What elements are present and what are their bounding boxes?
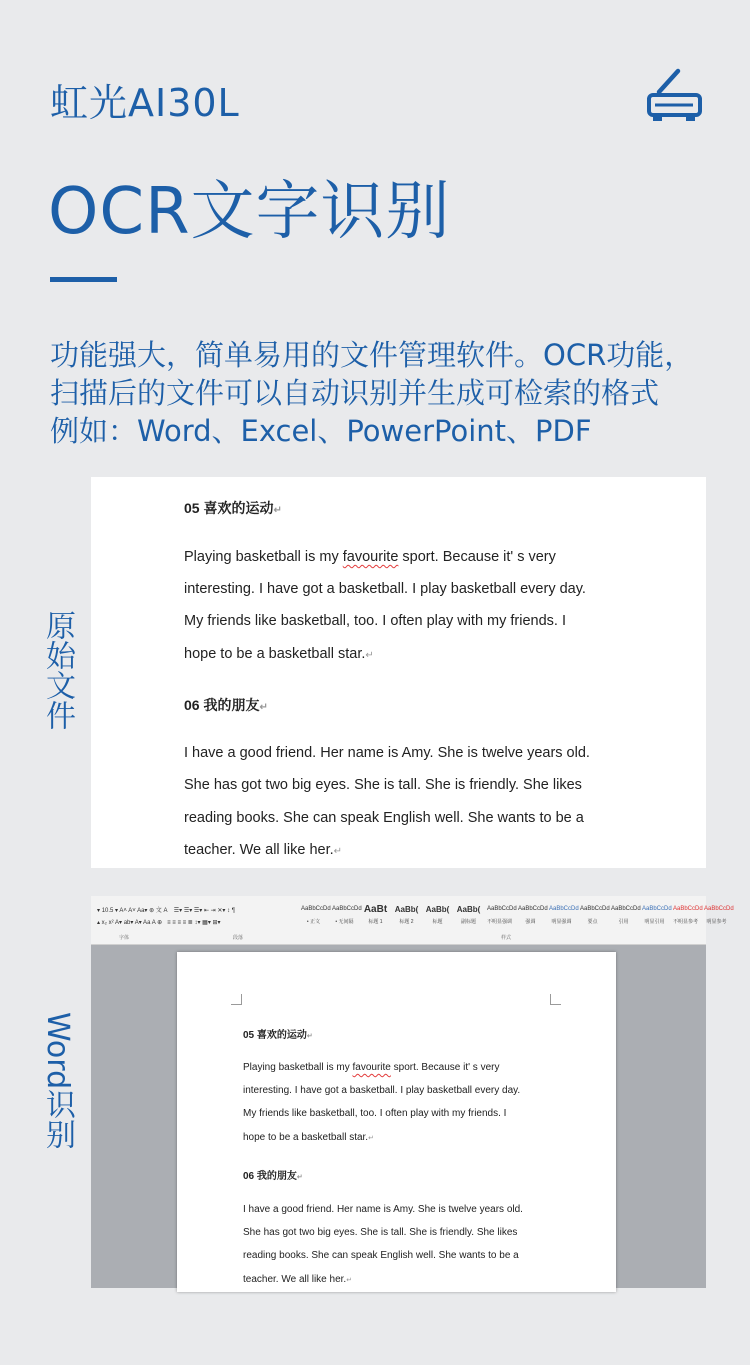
text-line: I have a good friend. Her name is Amy. She is twelve years old.: [184, 745, 590, 761]
word-screenshot: [91, 896, 734, 1288]
section-heading: 05 喜欢的运动↵: [184, 500, 282, 516]
text-line: reading books. She can speak English well. She wants to be a: [184, 810, 584, 826]
style-name: 不明显强调: [487, 919, 513, 925]
style-gallery: [301, 904, 734, 925]
text-line: hope to be a basketball star.↵: [184, 646, 374, 662]
description-line: 扫描后的文件可以自动识别并生成可检索的格式: [50, 376, 660, 410]
style-name: 强调: [525, 919, 536, 925]
text-line: teacher. We all like her.↵: [243, 1274, 353, 1285]
style-name: 明显引用: [644, 919, 665, 925]
text-line: Playing basketball is my favourite sport. Because it' s very: [184, 549, 556, 565]
format-toolbar-row: ▴ x₂ x² A▾ ab▾ A▾ Aa A ⊕ ≡ ≡ ≡ ≡ ≣ ↕▾ ▦▾ ⊞▾: [97, 920, 221, 926]
style-gallery-item[interactable]: [363, 904, 388, 925]
scanner-icon: [645, 68, 703, 124]
font-toolbar-row: ▾ 10.5 ▾ A˄ A˅ Aa▾ ⊛ 文 A ☰▾ ☰▾ ☰▾ ⇤ ⇥ ✕▾ ↕ ¶: [97, 908, 235, 914]
style-sample: AaBt: [363, 904, 388, 915]
style-gallery-item[interactable]: [549, 904, 579, 925]
text-line: Playing basketball is my favourite sport. Because it' s very: [243, 1062, 500, 1073]
text-line: She has got two big eyes. She is tall. She is friendly. She likes: [184, 777, 582, 793]
text-line: She has got two big eyes. She is tall. She is friendly. She likes: [243, 1227, 518, 1238]
margin-corner: [550, 994, 561, 1005]
style-gallery-item[interactable]: [456, 904, 481, 925]
text-line: interesting. I have got a basketball. I play basketball every day.: [184, 581, 586, 597]
style-gallery-item[interactable]: [673, 904, 703, 925]
text-line: reading books. She can speak English well. She wants to be a: [243, 1250, 519, 1261]
style-sample: AaBb(: [456, 905, 481, 914]
style-sample: AaBbCcDd: [301, 906, 331, 912]
word-page: [177, 952, 616, 1292]
word-recognition-label: Word识别: [40, 1012, 75, 1150]
style-sample: AaBbCcDd: [673, 906, 703, 912]
style-gallery-item[interactable]: [394, 904, 419, 925]
title-accent-bar: [50, 277, 117, 282]
style-gallery-item[interactable]: [487, 904, 517, 925]
style-name: 明显参考: [706, 919, 727, 925]
word-ribbon: [91, 896, 734, 945]
style-name: 引用: [618, 919, 629, 925]
style-sample: AaBb(: [394, 905, 419, 914]
style-sample: AaBbCcDd: [704, 906, 734, 912]
style-sample: AaBb(: [425, 905, 450, 914]
style-sample: AaBbCcDd: [518, 906, 548, 912]
style-sample: AaBbCcDd: [642, 906, 672, 912]
style-name: 标题 1: [368, 919, 383, 925]
text-line: I have a good friend. Her name is Amy. She is twelve years old.: [243, 1204, 523, 1215]
text-line: teacher. We all like her.↵: [184, 842, 343, 858]
styles-group-label: 样式: [501, 935, 512, 941]
style-gallery-item[interactable]: [580, 904, 610, 925]
description: [50, 336, 730, 450]
text-line: My friends like basketball, too. I often play with my friends. I: [243, 1108, 507, 1119]
description-line: 例如：Word、Excel、PowerPoint、PDF: [50, 414, 592, 448]
style-sample: AaBbCcDd: [549, 906, 579, 912]
style-name: • 无间隔: [335, 919, 354, 925]
style-name: 明显强调: [551, 919, 572, 925]
style-sample: AaBbCcDd: [611, 906, 641, 912]
style-gallery-item[interactable]: [518, 904, 548, 925]
style-gallery-item[interactable]: [642, 904, 672, 925]
text-line: hope to be a basketball star.↵: [243, 1132, 374, 1143]
page-title: OCR文字识别: [48, 175, 451, 249]
style-gallery-item[interactable]: [611, 904, 641, 925]
style-name: 标题: [432, 919, 443, 925]
style-sample: AaBbCcDd: [580, 906, 610, 912]
description-line: 功能强大，简单易用的文件管理软件。OCR功能，: [50, 338, 694, 372]
section-heading: 06 我的朋友↵: [243, 1171, 303, 1182]
style-gallery-item[interactable]: [704, 904, 734, 925]
style-name: • 正文: [306, 919, 321, 925]
style-name: 副标题: [460, 919, 476, 925]
style-gallery-item[interactable]: [332, 904, 362, 925]
style-name: 标题 2: [399, 919, 414, 925]
margin-corner: [231, 994, 242, 1005]
paragraph-group-label: 段落: [233, 935, 244, 941]
style-sample: AaBbCcDd: [487, 906, 517, 912]
font-group-label: 字体: [119, 935, 130, 941]
text-line: My friends like basketball, too. I often play with my friends. I: [184, 613, 566, 629]
style-gallery-item[interactable]: [301, 904, 331, 925]
original-document: [91, 477, 706, 868]
original-file-label: 原始文件: [40, 610, 75, 730]
section-heading: 06 我的朋友↵: [184, 697, 268, 713]
style-gallery-item[interactable]: [425, 904, 450, 925]
brand-name: 虹光AI30L: [50, 81, 240, 125]
section-heading: 05 喜欢的运动↵: [243, 1030, 313, 1041]
style-sample: AaBbCcDd: [332, 906, 362, 912]
text-line: interesting. I have got a basketball. I play basketball every day.: [243, 1085, 521, 1096]
style-name: 要点: [587, 919, 598, 925]
style-name: 不明显参考: [673, 919, 699, 925]
